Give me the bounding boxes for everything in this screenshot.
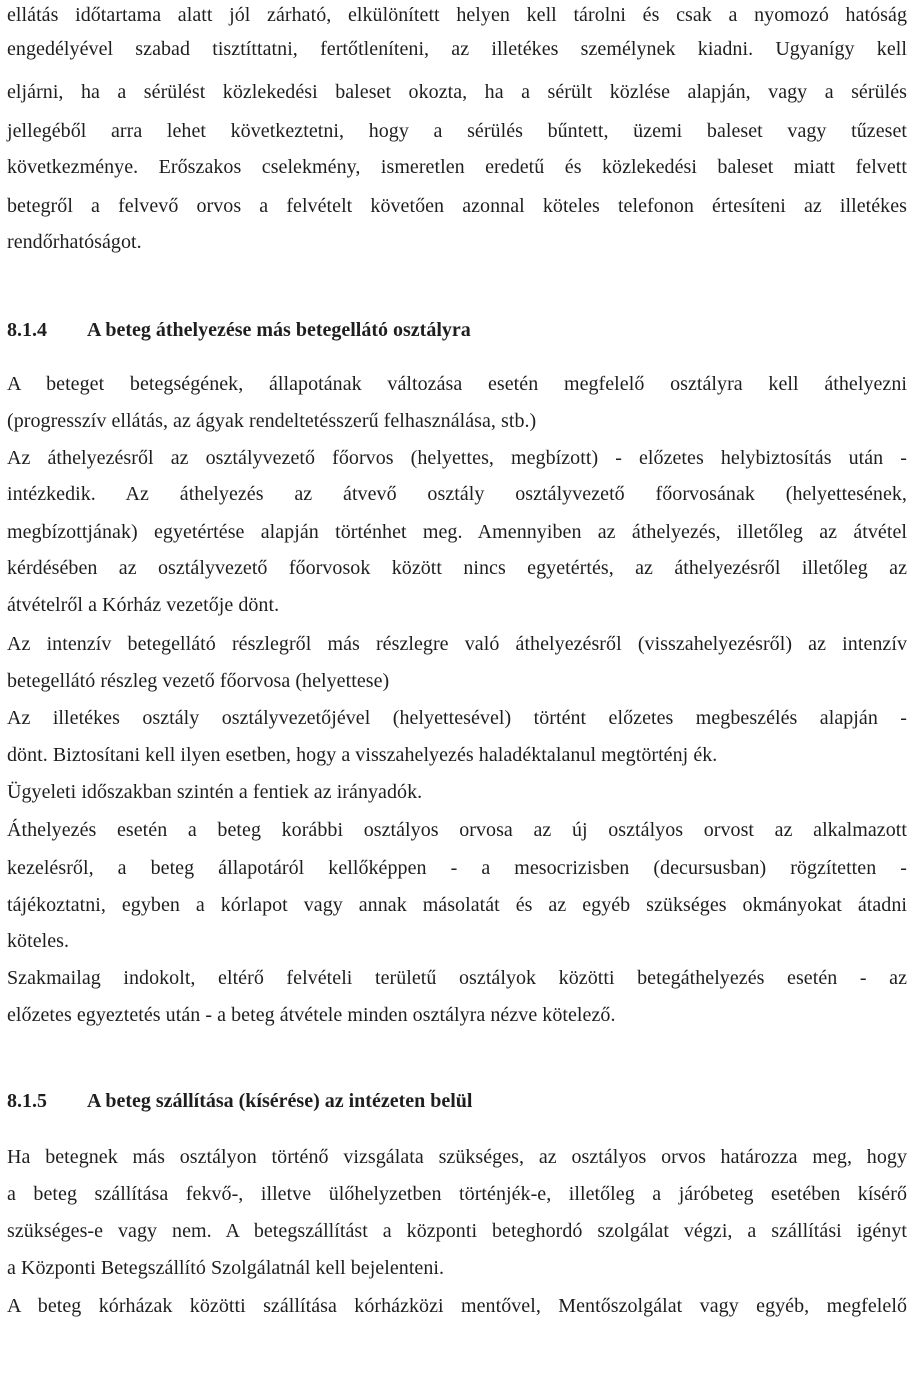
section-1-line-14: kezelésről, a beteg állapotáról kellőképpen - a mesocrizisben (decursusban) rögzítetten - (7, 857, 907, 879)
intro-line-1: ellátás időtartama alatt jól zárható, elkülönített helyen kell tárolni és csak a nyomozó hatóság (7, 4, 907, 26)
intro-line-6: betegről a felvevő orvos a felvételt követően azonnal köteles telefonon értesíteni az illetékes (7, 195, 907, 217)
section-2-line-5: A beteg kórházak közötti szállítása kórházközi mentővel, Mentőszolgálat vagy egyéb, megfelelő (7, 1295, 907, 1317)
section-2-line-3: szükséges-e vagy nem. A betegszállítást a központi beteghordó szolgálat végzi, a szállítási igényt (7, 1220, 907, 1242)
section-1-line-1: A beteget betegségének, állapotának változása esetén megfelelő osztályra kell áthelyezni (7, 373, 907, 395)
intro-line-2: engedélyével szabad tisztíttatni, fertőtleníteni, az illetékes személynek kiadni. Ugyanígy kell (7, 38, 907, 60)
intro-line-7: rendőrhatóságot. (7, 231, 142, 253)
section-1-line-3: Az áthelyezésről az osztályvezető főorvos (helyettes, megbízott) - előzetes helybiztosítás után - (7, 447, 907, 469)
section-1-line-10: Az illetékes osztály osztályvezetőjével (helyettesével) történt előzetes megbeszélés alapján - (7, 707, 907, 729)
section-title: A beteg szállítása (kísérése) az intézeten belül (87, 1090, 473, 1112)
section-1-line-6: kérdésében az osztályvezető főorvosok között nincs egyetértés, az áthelyezésről illetőleg az (7, 557, 907, 579)
section-1-line-8: Az intenzív betegellátó részlegről más részlegre való áthelyezésről (visszahelyezésről) az intenzív (7, 633, 907, 655)
section-number: 8.1.4 (7, 319, 47, 341)
intro-line-5: következménye. Erőszakos cselekmény, ismeretlen eredetű és közlekedési baleset miatt felvett (7, 156, 907, 178)
intro-line-4: jellegéből arra lehet következtetni, hogy a sérülés bűntett, üzemi baleset vagy tűzeset (7, 120, 907, 142)
section-title: A beteg áthelyezése más betegellátó osztályra (87, 319, 471, 341)
section-1-line-11: dönt. Biztosítani kell ilyen esetben, hogy a visszahelyezés haladéktalanul megtörténj ék. (7, 744, 718, 766)
section-1-line-16: köteles. (7, 930, 70, 952)
section-1-line-2: (progresszív ellátás, az ágyak rendeltetésszerű felhasználása, stb.) (7, 410, 537, 432)
section-number: 8.1.5 (7, 1090, 47, 1112)
section-1-line-7: átvételről a Kórház vezetője dönt. (7, 594, 280, 616)
section-1-line-13: Áthelyezés esetén a beteg korábbi osztályos orvosa az új osztályos orvost az alkalmazott (7, 819, 907, 841)
section-1-line-4: intézkedik. Az áthelyezés az átvevő osztály osztályvezető főorvosának (helyettesének, (7, 483, 907, 505)
section-1-line-15: tájékoztatni, egyben a kórlapot vagy annak másolatát és az egyéb szükséges okmányokat átadni (7, 894, 907, 916)
section-2-line-4: a Központi Betegszállító Szolgálatnál kell bejelenteni. (7, 1257, 445, 1279)
section-1-line-17: Szakmailag indokolt, eltérő felvételi területű osztályok közötti betegáthelyezés esetén - az (7, 967, 907, 989)
section-heading-8-1-5 (7, 1084, 472, 1118)
section-heading-8-1-4 (7, 313, 471, 347)
intro-line-3: eljárni, ha a sérülést közlekedési baleset okozta, ha a sérült közlése alapján, vagy a sérülés (7, 81, 907, 103)
section-2-line-2: a beteg szállítása fekvő-, illetve ülőhelyzetben történjék-e, illetőleg a járóbeteg esetében kísérő (7, 1183, 907, 1205)
section-1-line-12: Ügyeleti időszakban szintén a fentiek az irányadók. (7, 781, 423, 803)
section-2-line-1: Ha betegnek más osztályon történő vizsgálata szükséges, az osztályos orvos határozza meg, hogy (7, 1146, 907, 1168)
section-1-line-5: megbízottjának) egyetértése alapján történhet meg. Amennyiben az áthelyezés, illetőleg az átvétel (7, 521, 907, 543)
section-1-line-9: betegellátó részleg vezető főorvosa (helyettese) (7, 670, 390, 692)
section-1-line-18: előzetes egyeztetés után - a beteg átvétele minden osztályra nézve kötelező. (7, 1004, 616, 1026)
